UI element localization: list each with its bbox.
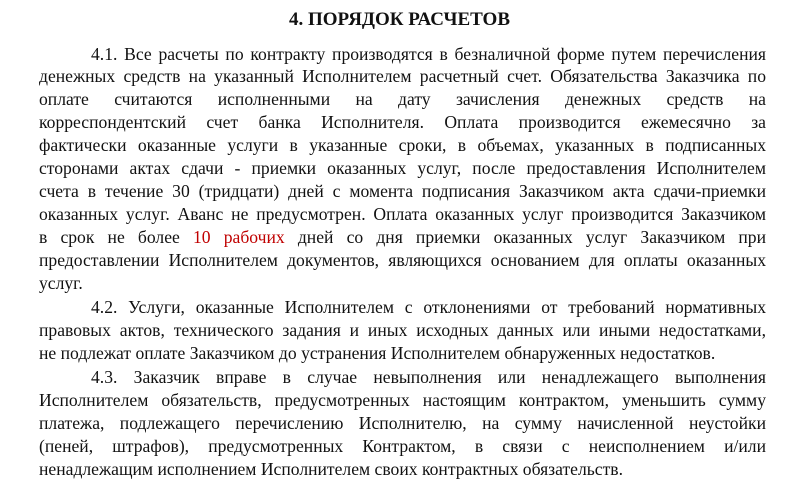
paragraph-4-1-line: счета в течение 30 (тридцати) дней с момента подписания Заказчиком акта сдачи-приемки <box>39 181 766 201</box>
paragraph-4-2-line: 4.2. Услуги, оказанные Исполнителем с отклонениями от требований нормативных <box>91 297 766 317</box>
paragraph-4-3-line: (пеней, штрафов), предусмотренных Контрактом, в связи с неисполнением и/или <box>39 436 766 456</box>
paragraph-4-1-line: сторонами актах сдачи - приемки оказанных услуг, после предоставления Исполнителем <box>39 158 766 178</box>
paragraph-4-1-line: 4.1. Все расчеты по контракту производятся в безналичной форме путем перечисления <box>91 44 766 64</box>
paragraph-4-1-line: фактически оказанные услуги в указанные сроки, в объемах, указанных в подписанных <box>39 135 766 155</box>
paragraph-4-1-line: оказанных услуг. Аванс не предусмотрен. Оплата оказанных услуг производится Заказчиком <box>39 204 766 224</box>
paragraph-4-1-line: оплате считаются исполненными на дату зачисления денежных средств на <box>39 89 766 109</box>
line-text: в срок не более <box>39 227 193 247</box>
paragraph-4-1-line: денежных средств на указанный Исполнителем расчетный счет. Обязательства Заказчика по <box>39 66 766 86</box>
paragraph-4-3-line: 4.3. Заказчик вправе в случае невыполнения или ненадлежащего выполнения <box>91 367 766 387</box>
paragraph-4-3-line: ненадлежащим исполнением Исполнителем своих контрактных обязательств. <box>39 459 623 479</box>
paragraph-4-1-line: услуг. <box>39 273 83 293</box>
paragraph-4-2-line: не подлежат оплате Заказчиком до устранения Исполнителем обнаруженных недостатков. <box>39 343 716 363</box>
paragraph-4-1-line: предоставлении Исполнителем документов, являющихся основанием для оплаты оказанных <box>39 250 766 270</box>
paragraph-4-2-line: правовых актов, технического задания и иных исходных данных или иными недостатками, <box>39 320 766 340</box>
highlighted-term: 10 рабочих <box>192 227 285 247</box>
paragraph-4-1-line: корреспондентский счет банка Исполнителя. Оплата производится ежемесячно за <box>39 112 766 132</box>
line-text: дней со дня приемки оказанных услуг Заказчиком при <box>284 227 766 247</box>
paragraph-4-3-line: платежа, подлежащего перечислению Исполнителю, на сумму начисленной неустойки <box>39 413 766 433</box>
section-title: 4. ПОРЯДОК РАСЧЕТОВ <box>288 9 510 30</box>
paragraph-4-3-line: Исполнителем обязательств, предусмотренных настоящим контрактом, уменьшить сумму <box>39 390 766 410</box>
paragraph-4-1-line <box>39 226 766 248</box>
